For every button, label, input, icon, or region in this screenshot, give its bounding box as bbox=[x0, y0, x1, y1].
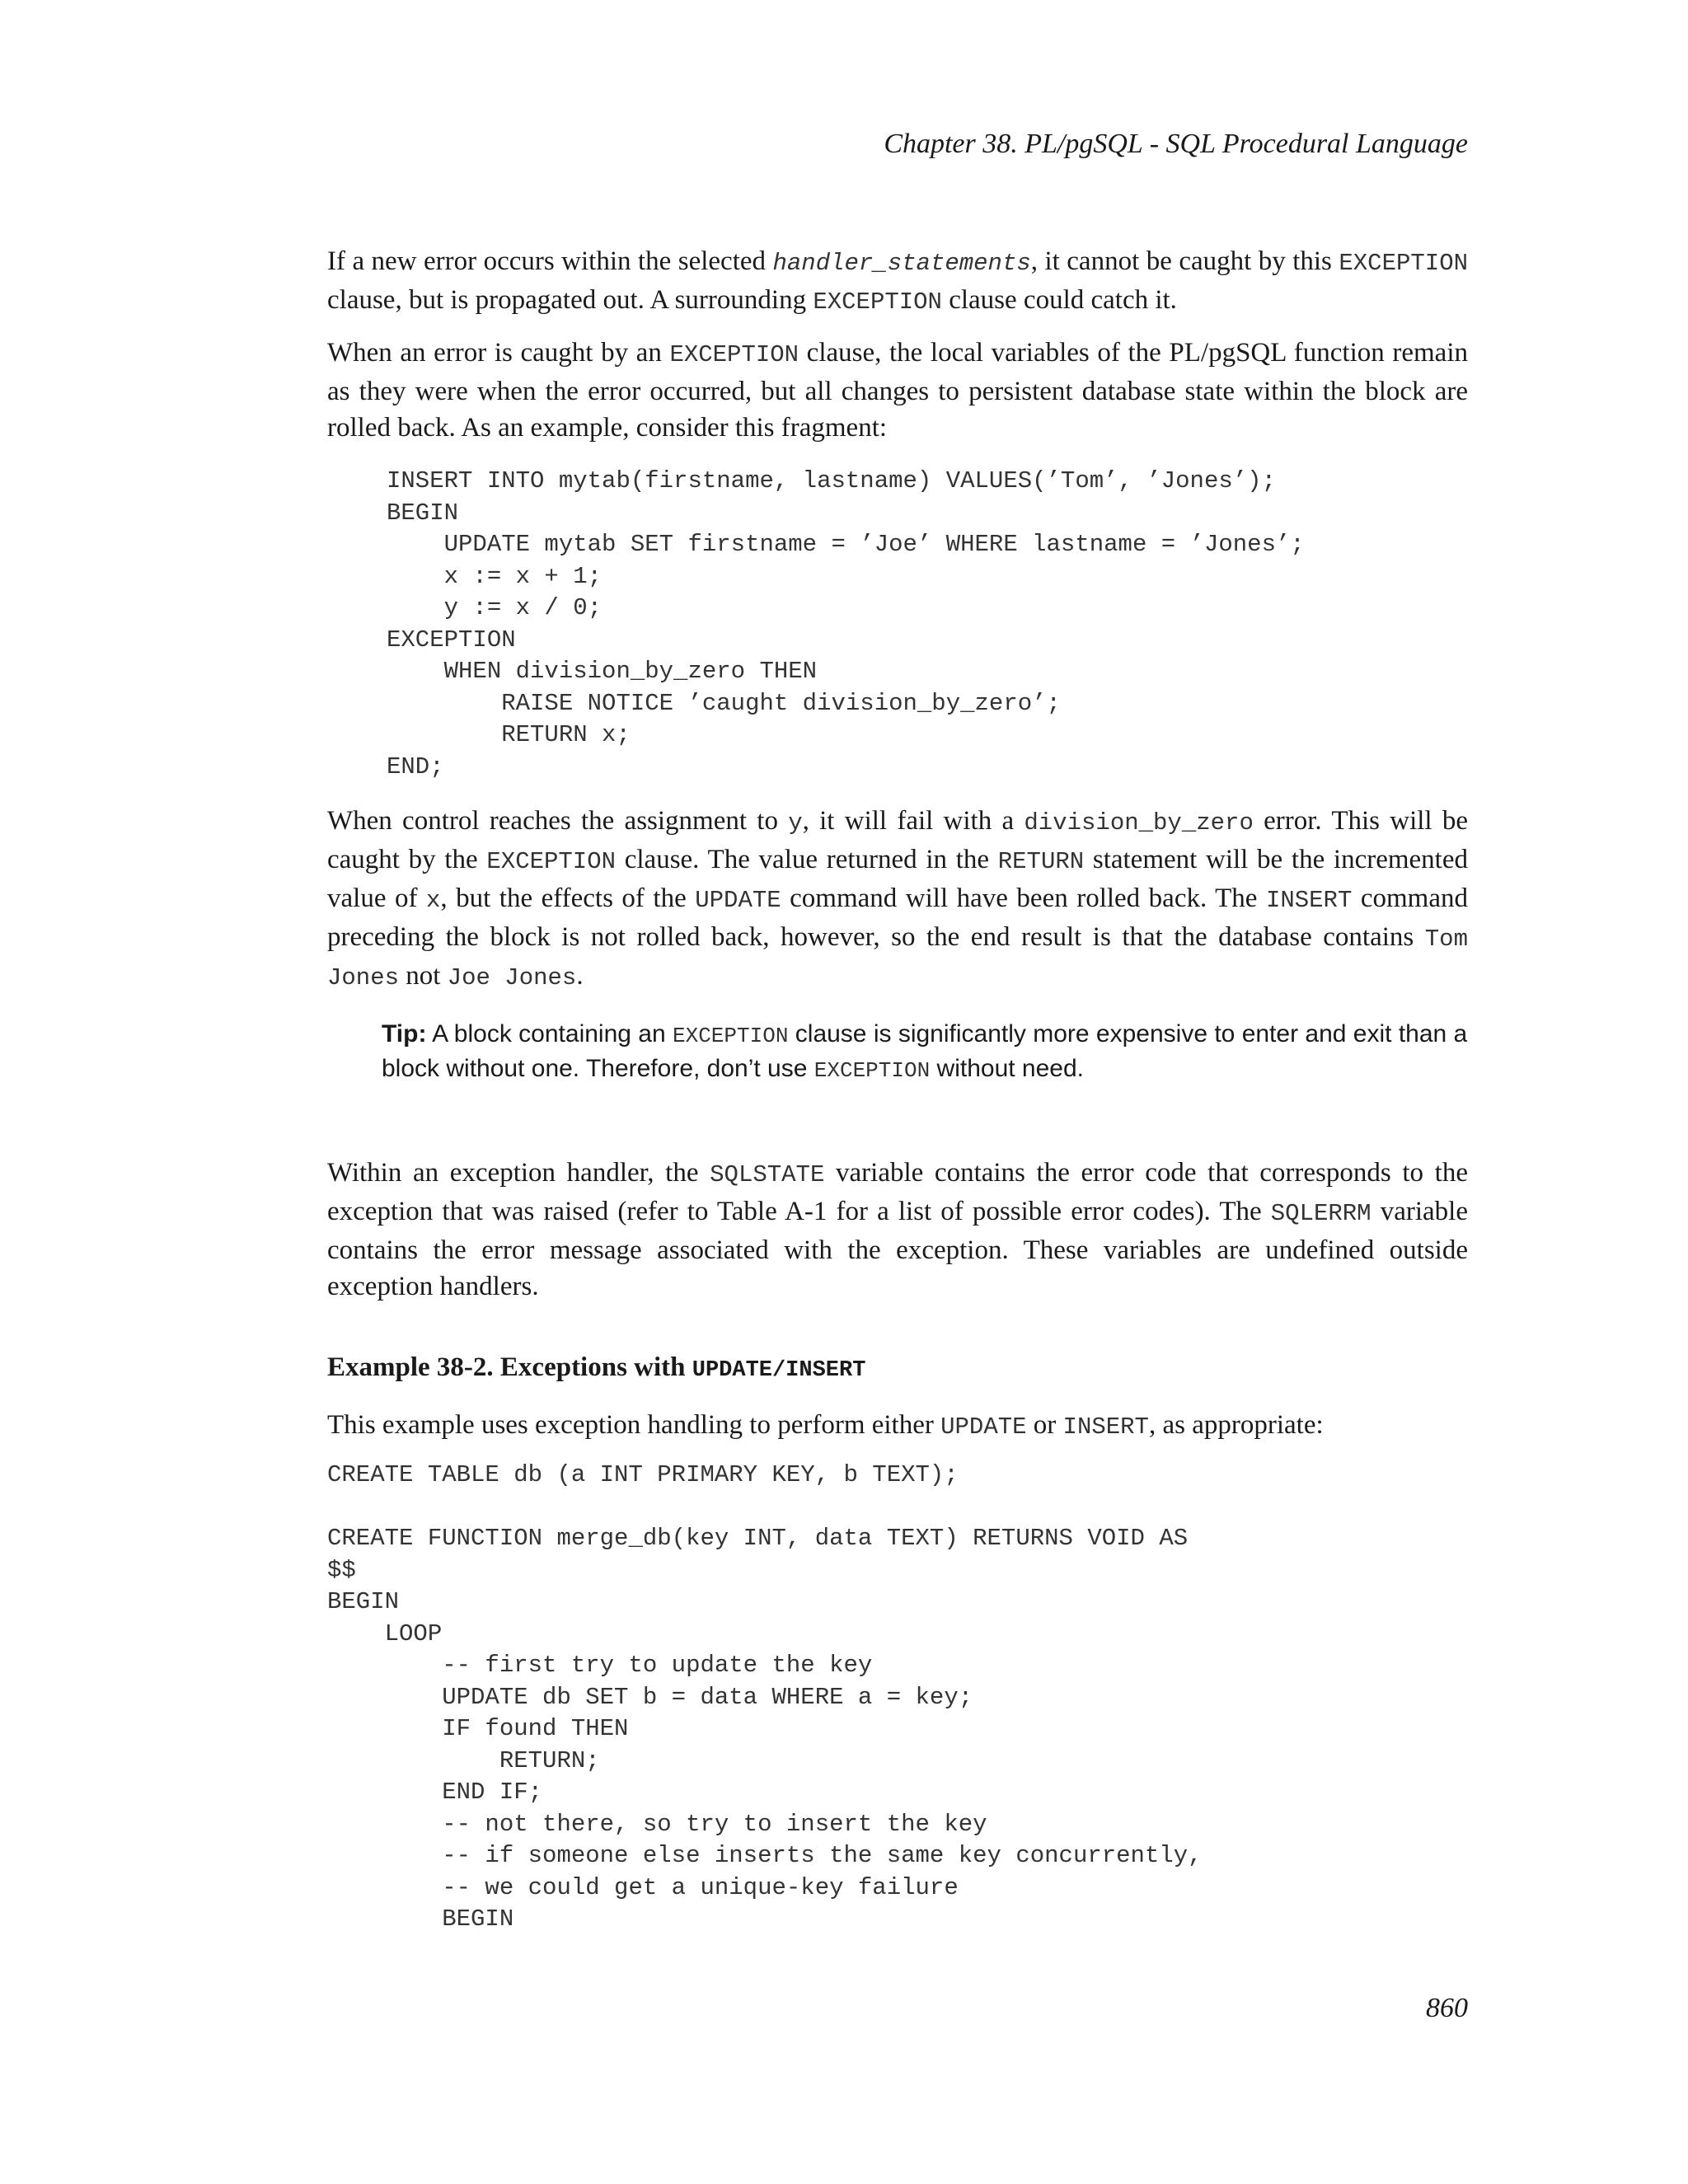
body-column bbox=[327, 243, 1468, 1936]
text-run: , but the effects of the bbox=[440, 883, 696, 913]
code-term: EXCEPTION bbox=[813, 288, 942, 316]
code-term: y bbox=[788, 809, 803, 837]
code-term: UPDATE bbox=[940, 1413, 1027, 1441]
text-run: , it cannot be caught by this bbox=[1030, 246, 1339, 276]
code-block-fragment: INSERT INTO mytab(firstname, lastname) VALUES(’Tom’, ’Jones’); BEGIN UPDATE mytab SET firstname = ’Joe’ WHERE lastname = ’Jones’; x := x + 1; y := x / 0; EXCEPTION WHEN division_by_zero THEN RAISE NOTICE ’caught division_by_zero’; RETURN x; END; bbox=[387, 467, 1305, 780]
text-run: variable contains the error message associated with the exception. These variables are undefined outside exception handlers. bbox=[327, 1197, 1468, 1301]
text-run: command will have been rolled back. The bbox=[781, 883, 1266, 913]
tip-spacer bbox=[327, 1087, 1468, 1155]
text-run: When control reaches the assignment to bbox=[327, 806, 789, 836]
text-run: not bbox=[399, 961, 448, 991]
code-term: INSERT bbox=[1265, 887, 1353, 914]
tip-note bbox=[382, 1018, 1468, 1087]
text-run: Within an exception handler, the bbox=[327, 1158, 710, 1188]
text-run: , it will fail with a bbox=[802, 806, 1025, 836]
code-term: division_by_zero bbox=[1024, 809, 1254, 837]
paragraph-control-flow bbox=[327, 803, 1468, 996]
page-number: 860 bbox=[1426, 1993, 1468, 2023]
code-term: UPDATE bbox=[695, 887, 781, 914]
code-term: Joe Jones bbox=[447, 964, 577, 991]
text-run: This example uses exception handling to perform either bbox=[327, 1410, 941, 1440]
code-term: EXCEPTION bbox=[486, 848, 617, 875]
code-term: RETURN bbox=[997, 848, 1085, 875]
code-term: SQLERRM bbox=[1270, 1200, 1372, 1227]
running-header: Chapter 38. PL/pgSQL - SQL Procedural Language bbox=[884, 129, 1468, 159]
tip-label: Tip: bbox=[382, 1020, 427, 1047]
code-term: EXCEPTION bbox=[673, 1024, 789, 1048]
text-run: clause is significantly more expensive to enter and exit than a block without one. Therefore, don’t use bbox=[382, 1020, 1468, 1082]
text-run: or bbox=[1026, 1410, 1063, 1440]
code-term: UPDATE/INSERT bbox=[692, 1358, 866, 1383]
text-run: clause. The value returned in the bbox=[616, 845, 998, 874]
code-term: EXCEPTION bbox=[814, 1058, 931, 1083]
paragraph-sqlstate bbox=[327, 1155, 1468, 1305]
paragraph-caught-errors bbox=[327, 335, 1468, 446]
code-term: handler_statements bbox=[772, 250, 1031, 277]
text-run: , as appropriate: bbox=[1148, 1410, 1324, 1440]
text-run: Example 38-2. Exceptions with bbox=[327, 1352, 692, 1382]
text-run: When an error is caught by an bbox=[327, 338, 670, 368]
text-run: variable contains the error code that corresponds to the exception that was raised (refer to Table A-1 for a list of possible error codes). The bbox=[327, 1158, 1468, 1226]
code-term: INSERT bbox=[1062, 1413, 1149, 1441]
code-term: Tom Jones bbox=[327, 926, 1468, 991]
code-term: x bbox=[425, 887, 441, 914]
example-intro bbox=[327, 1407, 1468, 1446]
text-run: command preceding the block is not rolled back, however, so the end result is that the database contains bbox=[327, 883, 1468, 952]
text-run: error. This will be caught by the bbox=[327, 806, 1468, 874]
paragraph-handler-errors bbox=[327, 243, 1468, 321]
text-run: statement will be the incremented value of bbox=[327, 845, 1468, 913]
code-term: SQLSTATE bbox=[710, 1161, 825, 1188]
text-run: clause could catch it. bbox=[941, 285, 1177, 315]
text-run: If a new error occurs within the selected bbox=[327, 246, 773, 276]
code-term: EXCEPTION bbox=[669, 341, 799, 368]
code-block-example: CREATE TABLE db (a INT PRIMARY KEY, b TEXT); CREATE FUNCTION merge_db(key INT, data TEXT) RETURNS VOID AS $$ BEGIN LOOP -- first try to update the key UPDATE db SET b = data WHERE a = key; IF found THEN RETURN; END IF; -- not there, so try to insert the key -- if someone else inserts the same key concurrently, -- we could get a unique-key failure BEGIN bbox=[327, 1461, 1203, 1933]
code-term: EXCEPTION bbox=[1339, 250, 1469, 277]
text-run: clause, the local variables of the PL/pgSQL function remain as they were when the error occurred, but all changes to persistent database state within the block are rolled back. As an example, consider this fragment: bbox=[327, 338, 1468, 443]
text-run: A block containing an bbox=[426, 1020, 673, 1047]
text-run: without need. bbox=[930, 1055, 1084, 1082]
text-run: clause, but is propagated out. A surrounding bbox=[327, 285, 814, 315]
example-title bbox=[327, 1349, 1468, 1389]
text-run: . bbox=[576, 961, 584, 991]
